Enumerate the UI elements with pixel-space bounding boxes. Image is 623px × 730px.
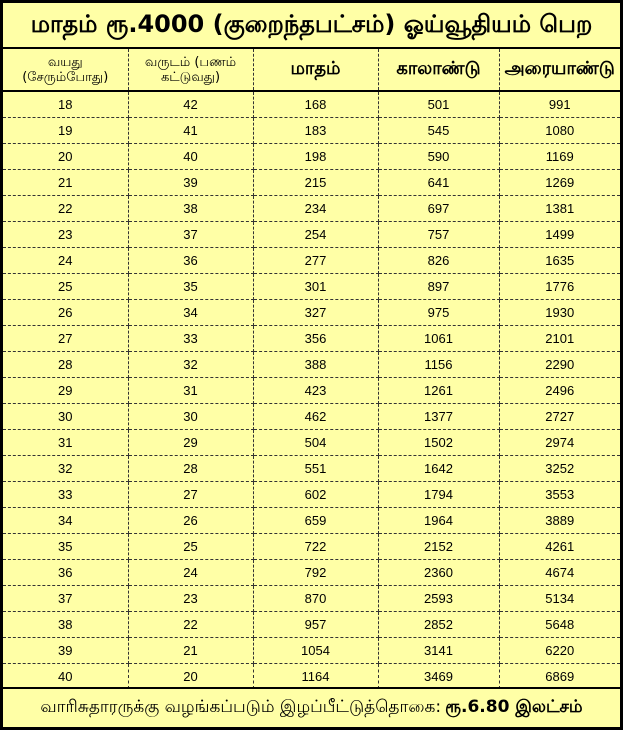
quarterly-cell: 2360 [378,560,499,586]
monthly-cell: 870 [253,586,378,612]
quarterly-cell: 1377 [378,404,499,430]
years-cell: 27 [128,482,253,508]
table-row [3,638,620,664]
age-cell: 32 [3,456,128,482]
table-header-row [3,49,620,91]
quarterly-cell: 641 [378,170,499,196]
monthly-cell: 327 [253,300,378,326]
quarterly-cell: 3469 [378,664,499,690]
years-cell: 30 [128,404,253,430]
years-cell: 41 [128,118,253,144]
table-row [3,274,620,300]
years-cell: 37 [128,222,253,248]
age-cell: 39 [3,638,128,664]
header-age: வயது (சேரும்போது) [3,49,128,91]
quarterly-cell: 1261 [378,378,499,404]
monthly-cell: 356 [253,326,378,352]
table-row [3,144,620,170]
table-row [3,352,620,378]
half-yearly-cell: 3553 [499,482,620,508]
monthly-cell: 183 [253,118,378,144]
years-cell: 39 [128,170,253,196]
quarterly-cell: 826 [378,248,499,274]
quarterly-cell: 757 [378,222,499,248]
footer-text: வாரிசுதாரருக்கு வழங்கப்படும் இழப்பீட்டுத்தொகை: [40,697,442,717]
quarterly-cell: 545 [378,118,499,144]
age-cell: 21 [3,170,128,196]
age-cell: 34 [3,508,128,534]
age-cell: 22 [3,196,128,222]
years-cell: 31 [128,378,253,404]
contribution-table [3,49,620,689]
quarterly-cell: 1156 [378,352,499,378]
age-cell: 38 [3,612,128,638]
monthly-cell: 1054 [253,638,378,664]
monthly-cell: 277 [253,248,378,274]
quarterly-cell: 1061 [378,326,499,352]
table-row [3,300,620,326]
years-cell: 21 [128,638,253,664]
quarterly-cell: 2593 [378,586,499,612]
table-row [3,664,620,690]
quarterly-cell: 1502 [378,430,499,456]
age-cell: 24 [3,248,128,274]
monthly-cell: 462 [253,404,378,430]
table-row [3,586,620,612]
half-yearly-cell: 1080 [499,118,620,144]
monthly-cell: 234 [253,196,378,222]
half-yearly-cell: 6869 [545,669,575,684]
years-cell: 24 [128,560,253,586]
years-cell: 36 [128,248,253,274]
table-row [3,612,620,638]
quarterly-cell: 1794 [378,482,499,508]
monthly-cell: 198 [253,144,378,170]
half-yearly-cell: 1930 [499,300,620,326]
quarterly-cell: 897 [378,274,499,300]
years-cell: 35 [128,274,253,300]
half-yearly-cell: 3889 [499,508,620,534]
years-cell: 20 [128,664,253,690]
age-cell: 40 [3,664,128,690]
quarterly-cell: 1642 [378,456,499,482]
table-row [3,170,620,196]
monthly-cell: 388 [253,352,378,378]
half-yearly-cell: 4261 [499,534,620,560]
monthly-cell: 504 [253,430,378,456]
table-row [3,404,620,430]
table-row [3,91,620,118]
table-row [3,430,620,456]
half-yearly-cell: 2290 [499,352,620,378]
years-cell: 25 [128,534,253,560]
half-yearly-cell: 991 [499,91,620,118]
header-half-yearly: அரையாண்டு [499,49,620,91]
monthly-cell: 301 [253,274,378,300]
age-cell: 26 [3,300,128,326]
table-body [3,91,620,689]
monthly-cell: 602 [253,482,378,508]
header-quarterly: காலாண்டு [378,49,499,91]
half-yearly-cell: 2101 [499,326,620,352]
age-cell: 29 [3,378,128,404]
age-cell: 27 [3,326,128,352]
half-yearly-cell: 1499 [499,222,620,248]
half-yearly-cell: 1381 [499,196,620,222]
years-cell: 32 [128,352,253,378]
table-row [3,378,620,404]
years-cell: 34 [128,300,253,326]
age-cell: 30 [3,404,128,430]
half-yearly-cell: 5134 [499,586,620,612]
quarterly-cell: 2852 [378,612,499,638]
half-yearly-cell: 4674 [499,560,620,586]
years-cell: 33 [128,326,253,352]
footer-amount: ரூ.6.80 இலட்சம் [445,697,583,717]
header-years: வருடம் (பணம் கட்டுவது) [128,49,253,91]
monthly-cell: 168 [253,91,378,118]
table-row [3,248,620,274]
monthly-cell: 215 [253,170,378,196]
age-cell: 36 [3,560,128,586]
years-cell: 22 [128,612,253,638]
table-row [3,456,620,482]
years-cell: 42 [128,91,253,118]
years-cell: 23 [128,586,253,612]
page-title: மாதம் ரூ.4000 (குறைந்தபட்சம்) ஓய்வூதியம் பெற [3,3,620,49]
age-cell: 23 [3,222,128,248]
half-yearly-cell: 1776 [499,274,620,300]
table-row [3,222,620,248]
half-yearly-cell: 2727 [499,404,620,430]
years-cell: 29 [128,430,253,456]
age-cell: 28 [3,352,128,378]
years-cell: 26 [128,508,253,534]
quarterly-cell: 2152 [378,534,499,560]
monthly-cell: 1164 [253,664,378,690]
quarterly-cell: 975 [378,300,499,326]
monthly-cell: 551 [253,456,378,482]
years-cell: 40 [128,144,253,170]
table-row [3,560,620,586]
table-row [3,196,620,222]
age-cell: 31 [3,430,128,456]
years-cell: 28 [128,456,253,482]
quarterly-cell: 590 [378,144,499,170]
age-cell: 25 [3,274,128,300]
half-yearly-cell: 1635 [499,248,620,274]
table-row [3,482,620,508]
quarterly-cell: 697 [378,196,499,222]
half-yearly-cell: 5648 [499,612,620,638]
table-row [3,118,620,144]
age-cell: 18 [3,91,128,118]
half-yearly-cell: 1269 [499,170,620,196]
monthly-cell: 722 [253,534,378,560]
header-monthly: மாதம் [253,49,378,91]
half-yearly-cell: 2974 [499,430,620,456]
monthly-cell: 254 [253,222,378,248]
years-cell: 38 [128,196,253,222]
footer-note [3,687,620,727]
age-cell: 35 [3,534,128,560]
table-row [3,508,620,534]
table-row [3,534,620,560]
quarterly-cell: 3141 [378,638,499,664]
half-yearly-cell: 6220 [499,638,620,664]
quarterly-cell: 501 [378,91,499,118]
monthly-cell: 659 [253,508,378,534]
half-yearly-cell: 1169 [499,144,620,170]
half-yearly-cell: 2496 [499,378,620,404]
monthly-cell: 792 [253,560,378,586]
age-cell: 33 [3,482,128,508]
age-cell: 19 [3,118,128,144]
table-row [3,326,620,352]
half-yearly-cell: 3252 [499,456,620,482]
monthly-cell: 957 [253,612,378,638]
monthly-cell: 423 [253,378,378,404]
age-cell: 37 [3,586,128,612]
age-cell: 20 [3,144,128,170]
quarterly-cell: 1964 [378,508,499,534]
